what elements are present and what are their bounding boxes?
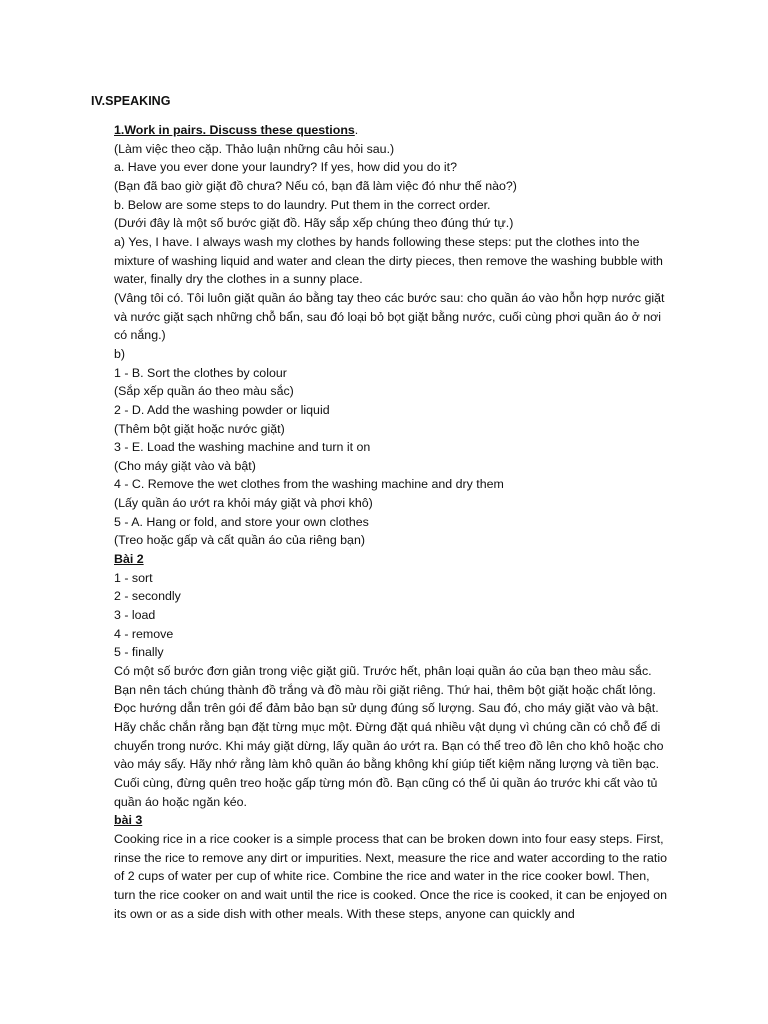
paragraph: 2 - secondly (114, 589, 181, 604)
exercise-3-title-text: bài 3 (114, 813, 143, 828)
exercise-1-title-suffix: . (354, 123, 359, 137)
paragraph: (Cho máy giặt vào và bật) (114, 458, 256, 473)
paragraph: (Làm việc theo cặp. Thảo luận những câu hỏi sau.) (114, 141, 395, 156)
paragraph: b. Below are some steps to do laundry. Put them in the correct order. (114, 197, 491, 212)
paragraph: 1 - sort (114, 570, 153, 585)
paragraph: (Thêm bột giặt hoặc nước giặt) (114, 421, 285, 436)
section-heading: IV.SPEAKING (91, 94, 171, 108)
paragraph: 5 - finally (114, 645, 164, 660)
exercise-1-title-text: 1.Work in pairs. Discuss these questions (114, 123, 355, 137)
paragraph: a. Have you ever done your laundry? If yes, how did you do it? (114, 160, 458, 175)
exercise-2-title (114, 550, 674, 569)
paragraph: b) (114, 346, 126, 361)
paragraph: Có một số bước đơn giản trong việc giặt giũ. Trước hết, phân loại quần áo của bạn theo màu sắc. Bạn nên tách chúng thành đồ trắng và đồ màu rồi giặt riêng. Thứ hai, thêm bột giặt hoặc chất lỏng. Đọc hướng dẫn trên gói để đảm bảo bạn sử dụng đúng số lượng. Sau đó, cho máy giặt vào và bật. Hãy chắc chắn rằng bạn đặt từng mục một. Đừng đặt quá nhiều vật dụng vì chúng cần có chỗ để di chuyển trong nước. Khi máy giặt dừng, lấy quần áo ướt ra. Bạn có thể treo đồ lên cho khô hoặc cho vào máy sấy. Hãy nhớ rằng làm khô quần áo bằng không khí giúp tiết kiệm năng lượng và tiền bạc. Cuối cùng, đừng quên treo hoặc gấp từng món đồ. Bạn cũng có thể ủi quần áo trước khi cất vào tủ quần áo hoặc ngăn kéo. (114, 664, 667, 809)
paragraph: (Lấy quần áo ướt ra khỏi máy giặt và phơi khô) (114, 496, 373, 511)
paragraph: a) Yes, I have. I always wash my clothes by hands following these steps: put the clothes into the mixture of washing liquid and water and clean the dirty pieces, then remove the washing bubble with water, finally dry the clothes in a sunny place. (114, 234, 667, 287)
paragraph: 3 - load (114, 608, 156, 623)
paragraph: 3 - E. Load the washing machine and turn it on (114, 440, 371, 455)
paragraph: Cooking rice in a rice cooker is a simple process that can be broken down into four easy steps. First, rinse the rice to remove any dirt or impurities. Next, measure the rice and water according to the ratio of 2 cups of water per cup of white rice. Combine the rice and water in the rice cooker bowl. Then, turn the rice cooker on and wait until the rice is cooked. Once the rice is cooked, it can be enjoyed on its own or as a side dish with other meals. With these steps, anyone can quickly and (114, 831, 671, 921)
paragraph: (Dưới đây là một số bước giặt đồ. Hãy sắp xếp chúng theo đúng thứ tự.) (114, 216, 514, 231)
exercise-3-title (114, 811, 674, 830)
paragraph: 4 - C. Remove the wet clothes from the washing machine and dry them (114, 477, 504, 492)
paragraph: 5 - A. Hang or fold, and store your own clothes (114, 514, 369, 529)
paragraph: 1 - B. Sort the clothes by colour (114, 365, 287, 380)
paragraph: (Sắp xếp quần áo theo màu sắc) (114, 384, 294, 399)
paragraph: (Vâng tôi có. Tôi luôn giặt quần áo bằng tay theo các bước sau: cho quần áo vào hỗn hợp nước giặt và nước giặt sạch những chỗ bẩn, sau đó loại bỏ bọt giặt bằng nước, cuối cùng phơi quần áo ở nơi có nắng.) (114, 290, 668, 343)
exercise-2-title-text: Bài 2 (114, 552, 144, 567)
exercise-1-title (114, 121, 674, 140)
document-body (114, 121, 674, 923)
paragraph: (Bạn đã bao giờ giặt đồ chưa? Nếu có, bạn đã làm việc đó như thế nào?) (114, 178, 517, 193)
paragraph: 2 - D. Add the washing powder or liquid (114, 402, 330, 417)
paragraph: (Treo hoặc gấp và cất quần áo của riêng bạn) (114, 533, 365, 548)
paragraph: 4 - remove (114, 626, 174, 641)
